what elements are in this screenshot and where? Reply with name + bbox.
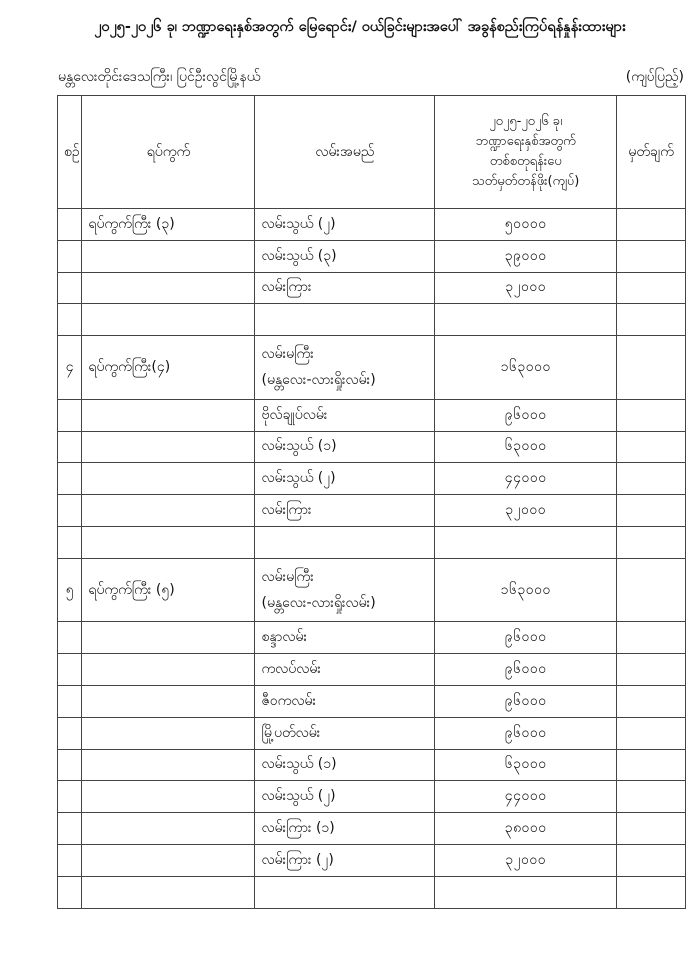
unit-label: (ကျပ်ပြည့်) xyxy=(625,69,684,85)
header-no: စဉ် xyxy=(58,96,82,209)
cell-block xyxy=(82,844,255,876)
cell-block xyxy=(82,431,255,463)
cell-street: ဗိုလ်ချုပ်လမ်း xyxy=(255,399,435,431)
table-row xyxy=(58,463,686,495)
cell-block xyxy=(82,654,255,686)
cell-fee: ၉၆၀၀၀ xyxy=(435,685,617,717)
cell-block xyxy=(82,399,255,431)
cell-street: လမ်းသွယ် (၂) xyxy=(255,463,435,495)
cell-no xyxy=(58,717,82,749)
cell-remark xyxy=(617,781,686,813)
cell-remark xyxy=(617,304,686,336)
cell-remark xyxy=(617,526,686,558)
header-block: ရပ်ကွက် xyxy=(82,96,255,209)
cell-block xyxy=(82,685,255,717)
table-row xyxy=(58,526,686,558)
cell-remark xyxy=(617,240,686,272)
cell-no xyxy=(58,526,82,558)
cell-fee xyxy=(435,526,617,558)
table-row xyxy=(58,431,686,463)
document-title: ၂၀၂၅-၂၀၂၆ ခု၊ ဘဏ္ဍာရေးနှစ်အတွက် မြေရောင်း/ ဝယ်ခြင်းများအပေါ် အခွန်စည်းကြပ်ရန်နှုန်းထားများ xyxy=(94,19,626,35)
table-row xyxy=(58,717,686,749)
cell-block xyxy=(82,463,255,495)
header-fee-line: ဘဏ္ဍာရေးနှစ်အတွက် xyxy=(475,134,576,149)
cell-fee: ၅၀၀၀၀ xyxy=(435,209,617,241)
table-row xyxy=(58,558,686,622)
table-row xyxy=(58,399,686,431)
cell-no xyxy=(58,431,82,463)
cell-fee: ၃၂၀၀၀ xyxy=(435,272,617,304)
cell-remark xyxy=(617,463,686,495)
table-row xyxy=(58,304,686,336)
cell-fee: ၃၉၀၀၀ xyxy=(435,240,617,272)
cell-block: ရပ်ကွက်ကြီး (၃) xyxy=(82,209,255,241)
cell-remark xyxy=(617,749,686,781)
cell-fee: ၉၆၀၀၀ xyxy=(435,622,617,654)
table-row xyxy=(58,240,686,272)
cell-street: လမ်းကြား xyxy=(255,272,435,304)
cell-no xyxy=(58,781,82,813)
header-fee-line: တစ်စတုရန်းပေ xyxy=(489,154,562,169)
cell-no xyxy=(58,813,82,845)
cell-street xyxy=(255,526,435,558)
fee-table xyxy=(57,95,686,909)
table-row xyxy=(58,272,686,304)
cell-street: ဇီဝကလမ်း xyxy=(255,685,435,717)
cell-street: လမ်းကြား xyxy=(255,495,435,527)
cell-block xyxy=(82,304,255,336)
cell-no xyxy=(58,685,82,717)
cell-fee: ၄၄၀၀၀ xyxy=(435,463,617,495)
street-name-line: (မန္တလေး-လားရှိုးလမ်း) xyxy=(261,372,376,389)
cell-fee xyxy=(435,876,617,908)
cell-block: ရပ်ကွက်ကြီး(၄) xyxy=(82,336,255,400)
table-row xyxy=(58,813,686,845)
cell-street: လမ်းသွယ် (၁) xyxy=(255,749,435,781)
cell-no xyxy=(58,876,82,908)
cell-remark xyxy=(617,209,686,241)
cell-remark xyxy=(617,272,686,304)
cell-block: ရပ်ကွက်ကြီး (၅) xyxy=(82,558,255,622)
cell-remark xyxy=(617,495,686,527)
cell-remark xyxy=(617,399,686,431)
street-name-line: လမ်းမကြီး xyxy=(261,569,314,586)
cell-fee: ၃၂၀၀၀ xyxy=(435,844,617,876)
header-fee xyxy=(435,96,617,209)
cell-block xyxy=(82,526,255,558)
cell-block xyxy=(82,781,255,813)
cell-no xyxy=(58,399,82,431)
cell-street: လမ်းသွယ် (၂) xyxy=(255,781,435,813)
cell-no: ၄ xyxy=(58,336,82,400)
table-row xyxy=(58,654,686,686)
cell-remark xyxy=(617,717,686,749)
cell-no xyxy=(58,654,82,686)
cell-no xyxy=(58,209,82,241)
street-name-line: (မန္တလေး-လားရှိုးလမ်း) xyxy=(261,595,376,612)
table-row xyxy=(58,495,686,527)
table-row xyxy=(58,622,686,654)
cell-street: စန္ဒာလမ်း xyxy=(255,622,435,654)
cell-fee: ၁၆၃၀၀၀ xyxy=(435,558,617,622)
cell-no: ၅ xyxy=(58,558,82,622)
cell-street: လမ်းကြား (၁) xyxy=(255,813,435,845)
cell-fee: ၉၆၀၀၀ xyxy=(435,654,617,686)
table-row xyxy=(58,209,686,241)
header-street: လမ်းအမည် xyxy=(255,96,435,209)
cell-block xyxy=(82,240,255,272)
cell-remark xyxy=(617,844,686,876)
street-name-line: လမ်းမကြီး xyxy=(261,346,314,363)
table-row xyxy=(58,336,686,400)
cell-remark xyxy=(617,685,686,717)
cell-block xyxy=(82,813,255,845)
table-row xyxy=(58,749,686,781)
header-fee-line: သတ်မှတ်တန်ဖိုး(ကျပ်) xyxy=(472,174,580,189)
cell-fee: ၄၄၀၀၀ xyxy=(435,781,617,813)
cell-street xyxy=(255,304,435,336)
cell-street xyxy=(255,558,435,622)
cell-block xyxy=(82,749,255,781)
cell-block xyxy=(82,495,255,527)
cell-block xyxy=(82,717,255,749)
cell-no xyxy=(58,463,82,495)
cell-fee: ၆၃၀၀၀ xyxy=(435,431,617,463)
cell-block xyxy=(82,622,255,654)
cell-street: လမ်းကြား (၂) xyxy=(255,844,435,876)
cell-no xyxy=(58,240,82,272)
header-remarks: မှတ်ချက် xyxy=(617,96,686,209)
cell-fee: ၃၂၀၀၀ xyxy=(435,495,617,527)
cell-no xyxy=(58,272,82,304)
cell-remark xyxy=(617,336,686,400)
cell-remark xyxy=(617,813,686,845)
cell-no xyxy=(58,749,82,781)
cell-fee: ၁၆၃၀၀၀ xyxy=(435,336,617,400)
cell-fee: ၆၃၀၀၀ xyxy=(435,749,617,781)
cell-no xyxy=(58,495,82,527)
table-row xyxy=(58,876,686,908)
cell-street: လမ်းသွယ် (၁) xyxy=(255,431,435,463)
table-row xyxy=(58,685,686,717)
cell-street: မြို့ပတ်လမ်း xyxy=(255,717,435,749)
cell-block xyxy=(82,876,255,908)
cell-fee: ၉၆၀၀၀ xyxy=(435,717,617,749)
cell-street: လမ်းသွယ် (၃) xyxy=(255,240,435,272)
header-fee-line: ၂၀၂၅-၂၀၂၆ ခု၊ xyxy=(489,114,563,129)
cell-street xyxy=(255,336,435,400)
cell-fee: ၃၈၀၀၀ xyxy=(435,813,617,845)
cell-street: လမ်းသွယ် (၂) xyxy=(255,209,435,241)
cell-fee: ၉၆၀၀၀ xyxy=(435,399,617,431)
cell-no xyxy=(58,304,82,336)
location-label: မန္တလေးတိုင်းဒေသကြီး၊ ပြင်ဦးလွင်မြို့နယ် xyxy=(58,69,261,85)
cell-remark xyxy=(617,558,686,622)
cell-street: ကလပ်လမ်း xyxy=(255,654,435,686)
cell-remark xyxy=(617,654,686,686)
table-row xyxy=(58,844,686,876)
cell-remark xyxy=(617,622,686,654)
cell-no xyxy=(58,622,82,654)
table-row xyxy=(58,781,686,813)
cell-street xyxy=(255,876,435,908)
cell-remark xyxy=(617,876,686,908)
cell-no xyxy=(58,844,82,876)
cell-fee xyxy=(435,304,617,336)
cell-remark xyxy=(617,431,686,463)
cell-block xyxy=(82,272,255,304)
header-row xyxy=(58,96,686,209)
